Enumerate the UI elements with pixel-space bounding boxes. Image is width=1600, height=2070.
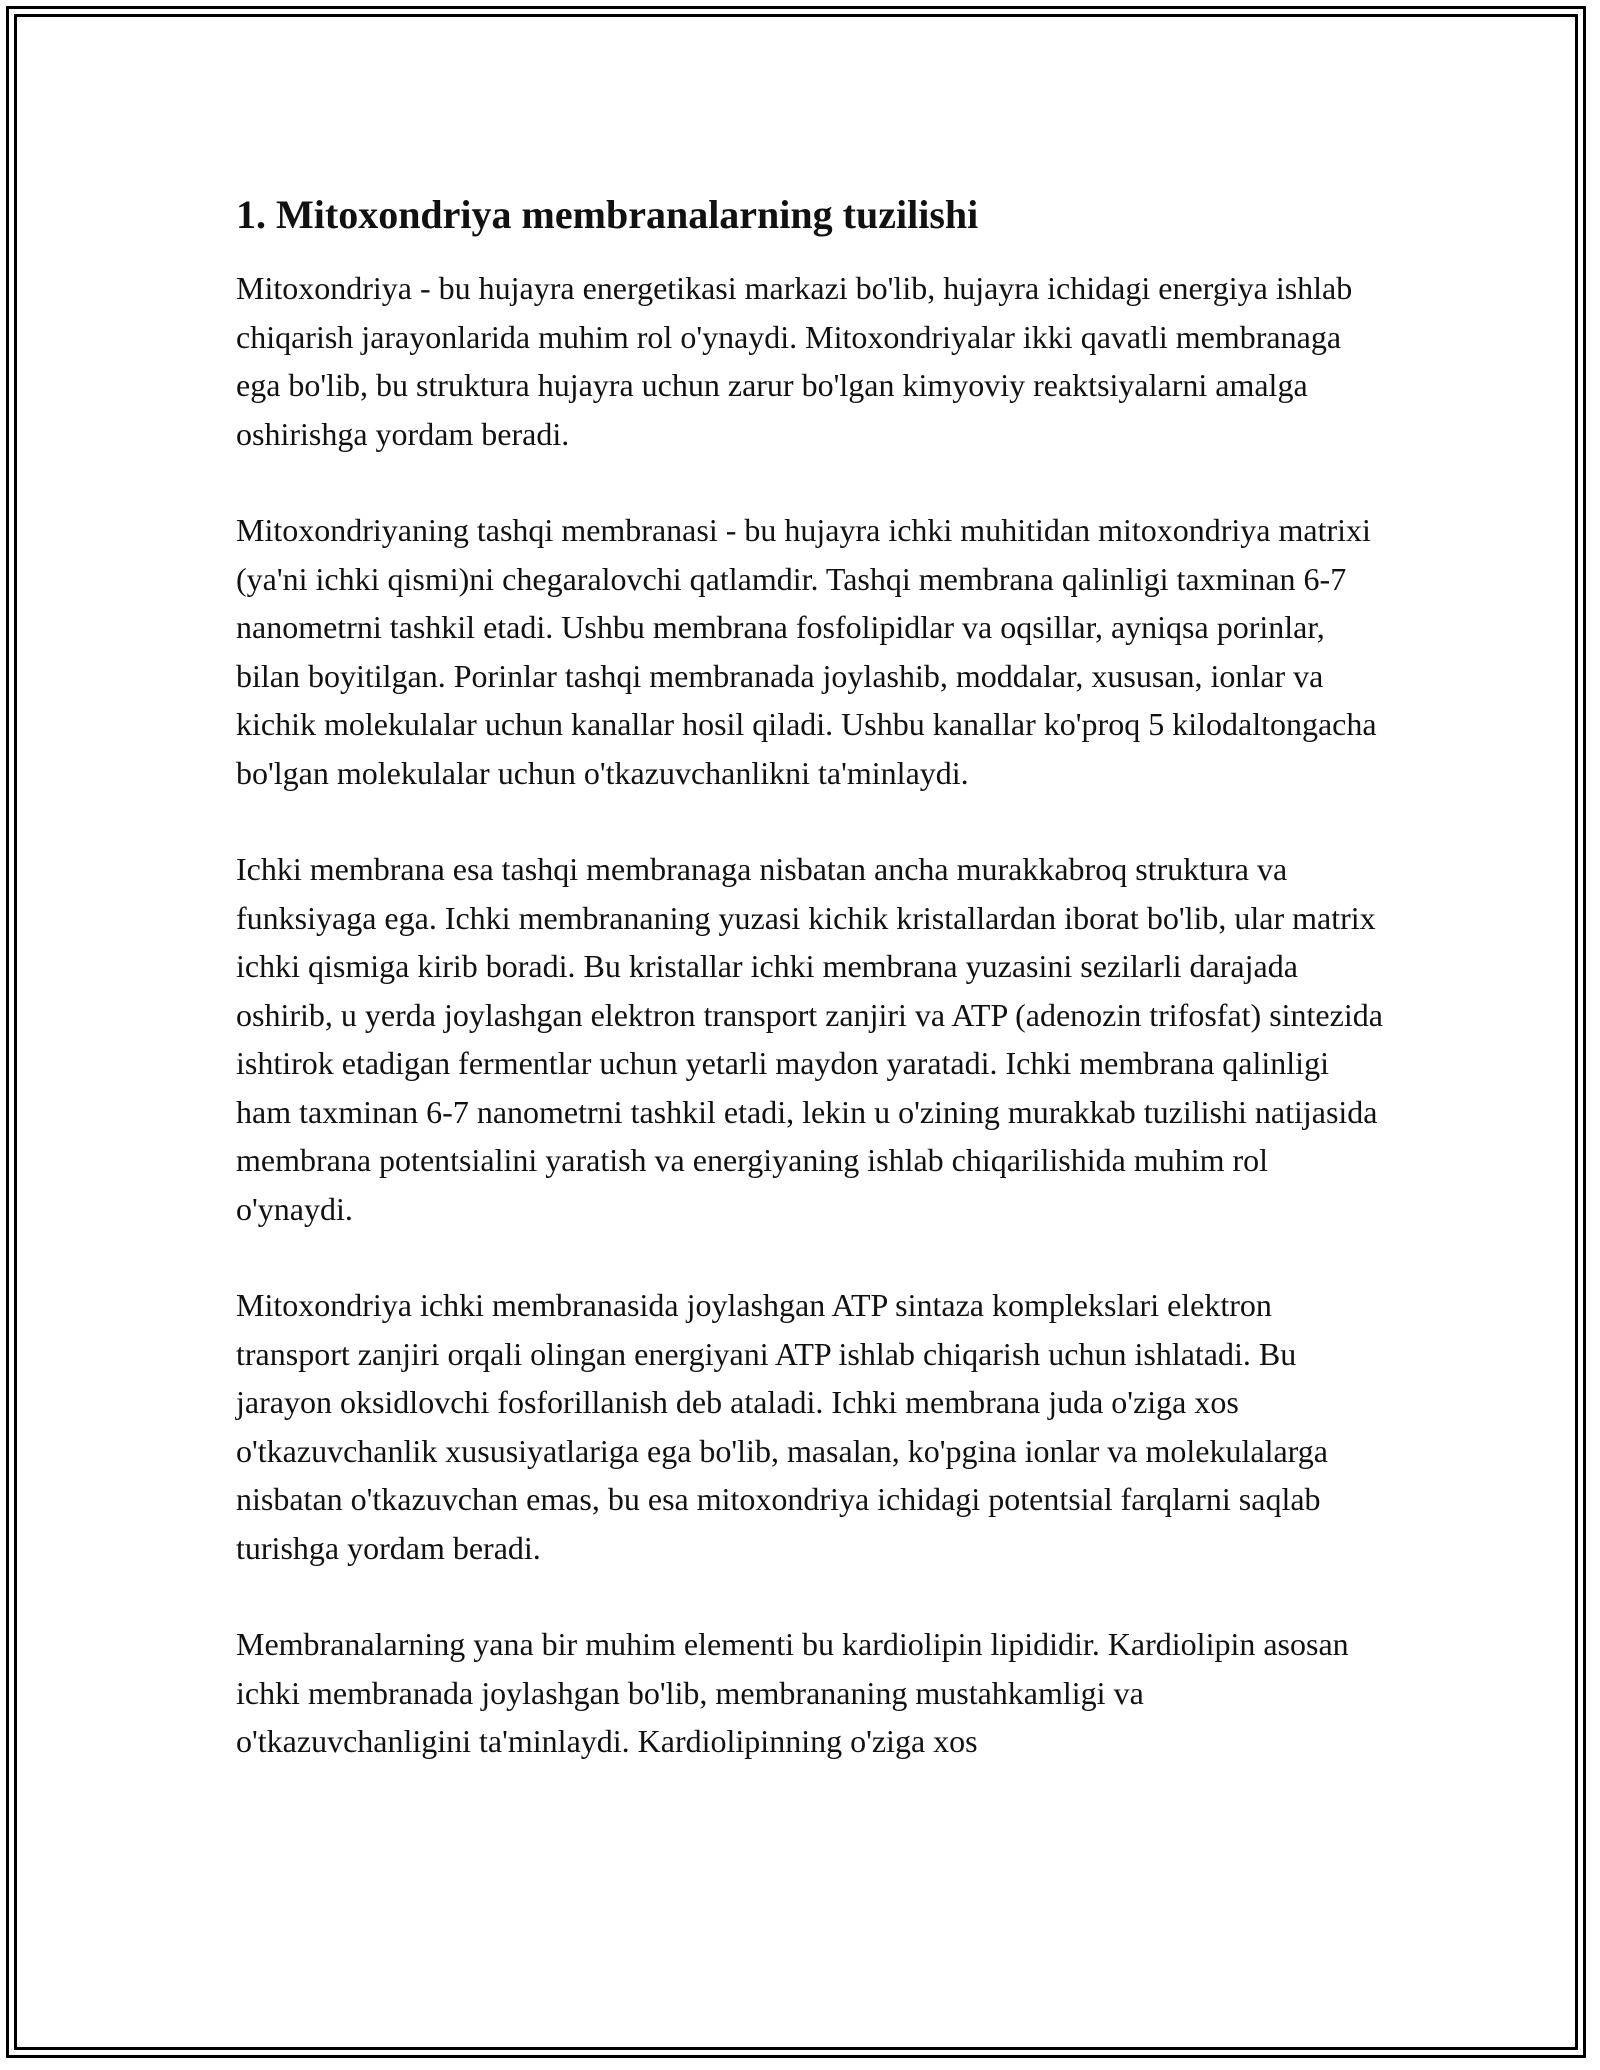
paragraph-inner-membrane: Ichki membrana esa tashqi membranaga nisbatan ancha murakkabroq struktura va funksiyaga ega. Ichki membrananing yuzasi kichik kristallardan iborat bo'lib, ular matrix ichki qismiga kirib boradi. Bu kristallar ichki membrana yuzasini sezilarli darajada oshirib, u yerda joylashgan elektron transport zanjiri va ATP (adenozin trifosfat) sintezida ishtirok etadigan fermentlar uchun yetarli maydon yaratadi. Ichki membrana qalinligi ham taxminan 6-7 nanometrni tashkil etadi, lekin u o'zining murakkab tuzilishi natijasida membrana potentsialini yaratish va energiyaning ishlab chiqarilishida muhim rol o'ynaydi. xyxy=(236,851,1383,1227)
document-body xyxy=(236,186,1386,1814)
paragraph-outer-membrane: Mitoxondriyaning tashqi membranasi - bu hujayra ichki muhitidan mitoxondriya matrixi (ya'ni ichki qismi)ni chegaralovchi qatlamdir. Tashqi membrana qalinligi taxminan 6-7 nanometrni tashkil etadi. Ushbu membrana fosfolipidlar va oqsillar, ayniqsa porinlar, bilan boyitilgan. Porinlar tashqi membranada joylashib, moddalar, xususan, ionlar va kichik molekulalar uchun kanallar hosil qiladi. Ushbu kanallar ko'proq 5 kilodaltongacha bo'lgan molekulalar uchun o'tkazuvchanlikni ta'minlaydi. xyxy=(236,512,1377,791)
paragraph-atp-synthase: Mitoxondriya ichki membranasida joylashgan ATP sintaza komplekslari elektron transport zanjiri orqali olingan energiyani ATP ishlab chiqarish uchun ishlatadi. Bu jarayon oksidlovchi fosforillanish deb ataladi. Ichki membrana juda o'ziga xos o'tkazuvchanlik xususiyatlariga ega bo'lib, masalan, ko'pgina ionlar va molekulalarga nisbatan o'tkazuvchan emas, bu esa mitoxondriya ichidagi potentsial farqlarni saqlab turishga yordam beradi. xyxy=(236,1287,1328,1566)
section-heading: 1. Mitoxondriya membranalarning tuzilishi xyxy=(236,192,979,237)
paragraph-cardiolipin: Membranalarning yana bir muhim elementi bu kardiolipin lipididir. Kardiolipin asosan ichki membranada joylashgan bo'lib, membrananing mustahkamligi va o'tkazuvchanligini ta'minlaydi. Kardiolipinning o'ziga xos xyxy=(236,1626,1349,1759)
paragraph-intro: Mitoxondriya - bu hujayra energetikasi markazi bo'lib, hujayra ichidagi energiya ishlab chiqarish jarayonlarida muhim rol o'ynaydi. Mitoxondriyalar ikki qavatli membranaga ega bo'lib, bu struktura hujayra uchun zarur bo'lgan kimyoviy reaktsiyalarni amalga oshirishga yordam beradi. xyxy=(236,270,1353,452)
